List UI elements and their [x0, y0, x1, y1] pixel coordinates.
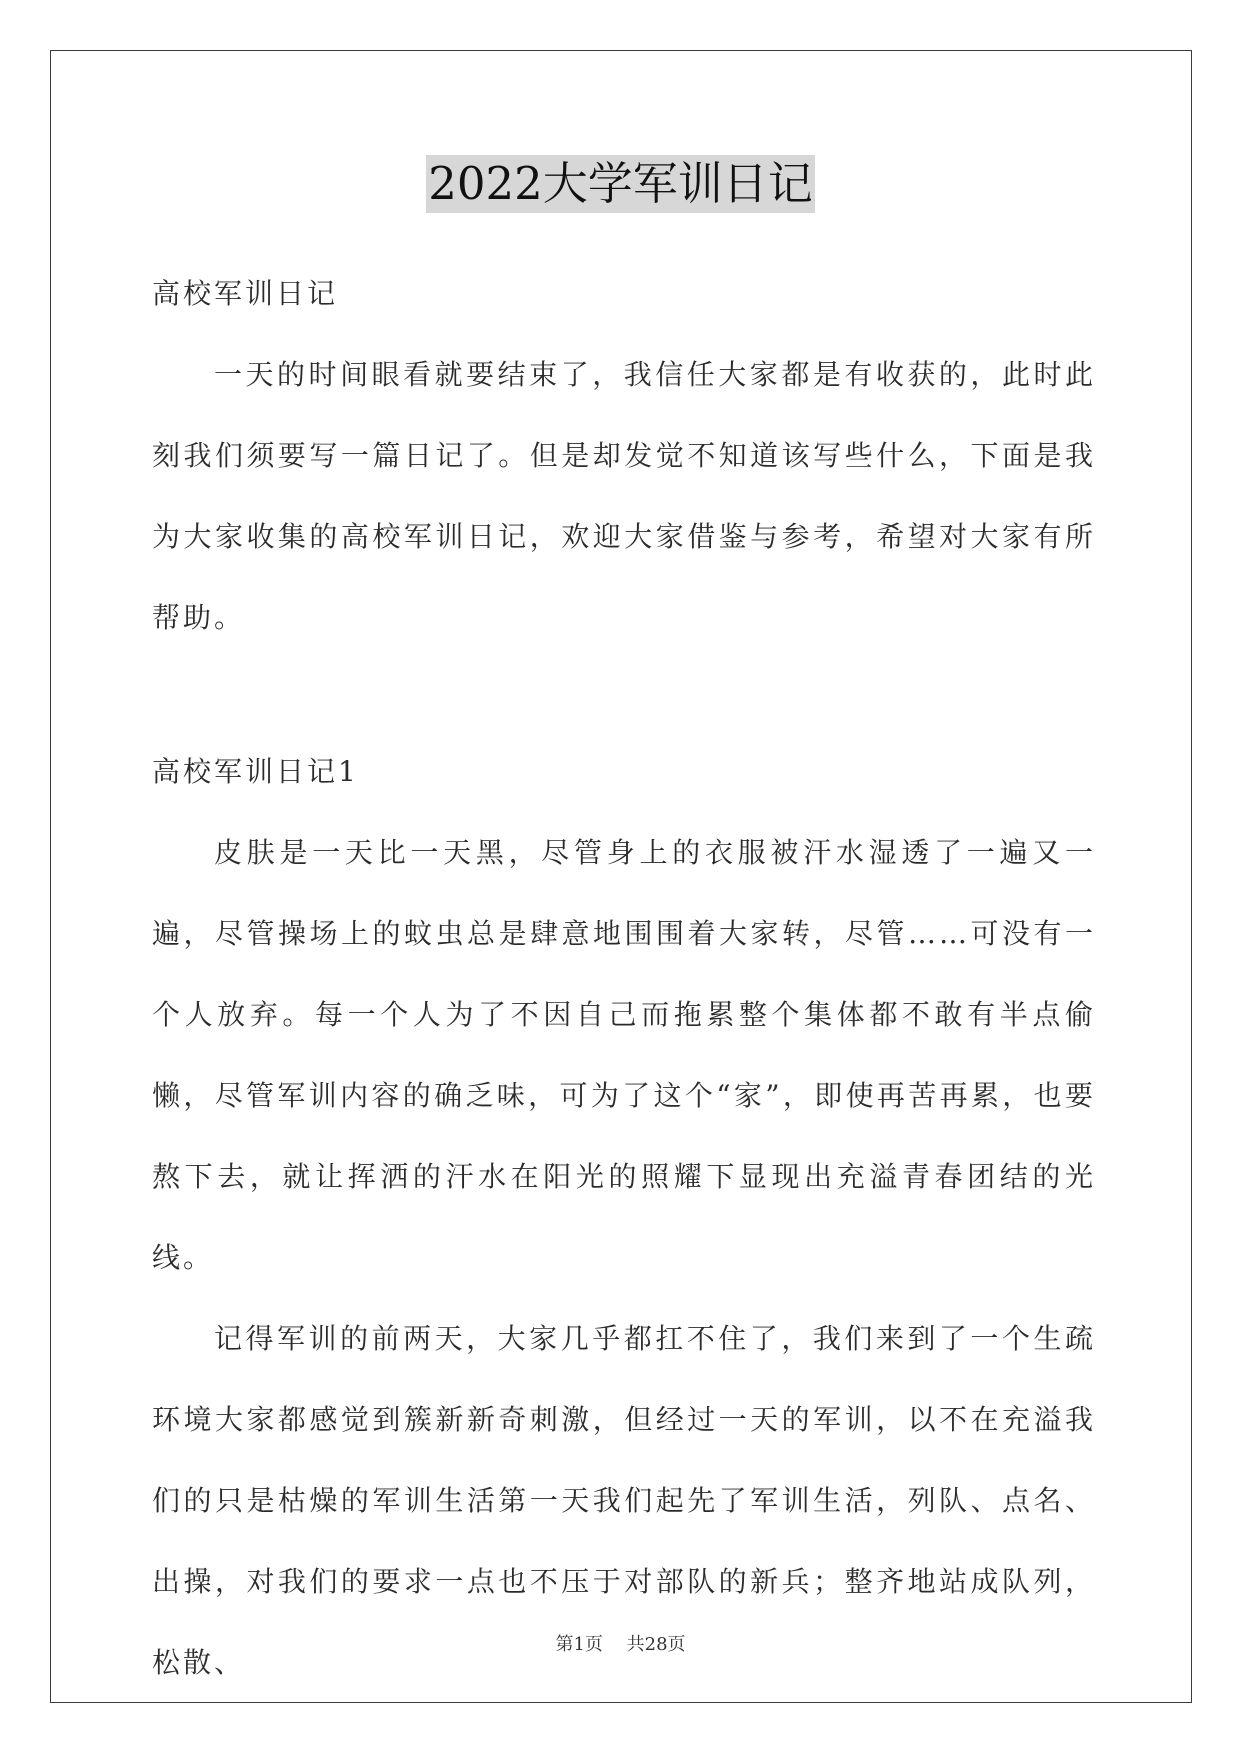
page-total: 共28页	[626, 1634, 686, 1655]
section-gap	[152, 658, 1096, 731]
document-body	[152, 253, 1096, 1703]
page-footer	[0, 1630, 1241, 1656]
title-container	[0, 155, 1241, 213]
section-heading: 高校军训日记	[152, 277, 339, 310]
section-heading: 高校军训日记1	[152, 755, 359, 788]
document-title: 2022大学军训日记	[426, 155, 815, 213]
paragraph: 记得军训的前两天，大家几乎都扛不住了，我们来到了一个生疏环境大家都感觉到簇新新奇刺激，但经过一天的军训，以不在充溢我们的只是枯燥的军训生活第一天我们起先了军训生活，列队、点名、出操，对我们的要求一点也不压于对部队的新兵；整齐地站成队列，松散、	[152, 1322, 1096, 1679]
page-number: 第1页	[555, 1634, 603, 1655]
paragraph: 一天的时间眼看就要结束了，我信任大家都是有收获的，此时此刻我们须要写一篇日记了。但是却发觉不知道该写些什么，下面是我为大家收集的高校军训日记，欢迎大家借鉴与参考，希望对大家有所帮助。	[152, 358, 1096, 634]
paragraph: 皮肤是一天比一天黑，尽管身上的衣服被汗水湿透了一遍又一遍，尽管操场上的蚊虫总是肆意地围围着大家转，尽管……可没有一个人放弃。每一个人为了不因自己而拖累整个集体都不敢有半点偷懒，尽管军训内容的确乏味，可为了这个“家”，即使再苦再累，也要熬下去，就让挥洒的汗水在阳光的照耀下显现出充溢青春团结的光线。	[152, 836, 1096, 1274]
